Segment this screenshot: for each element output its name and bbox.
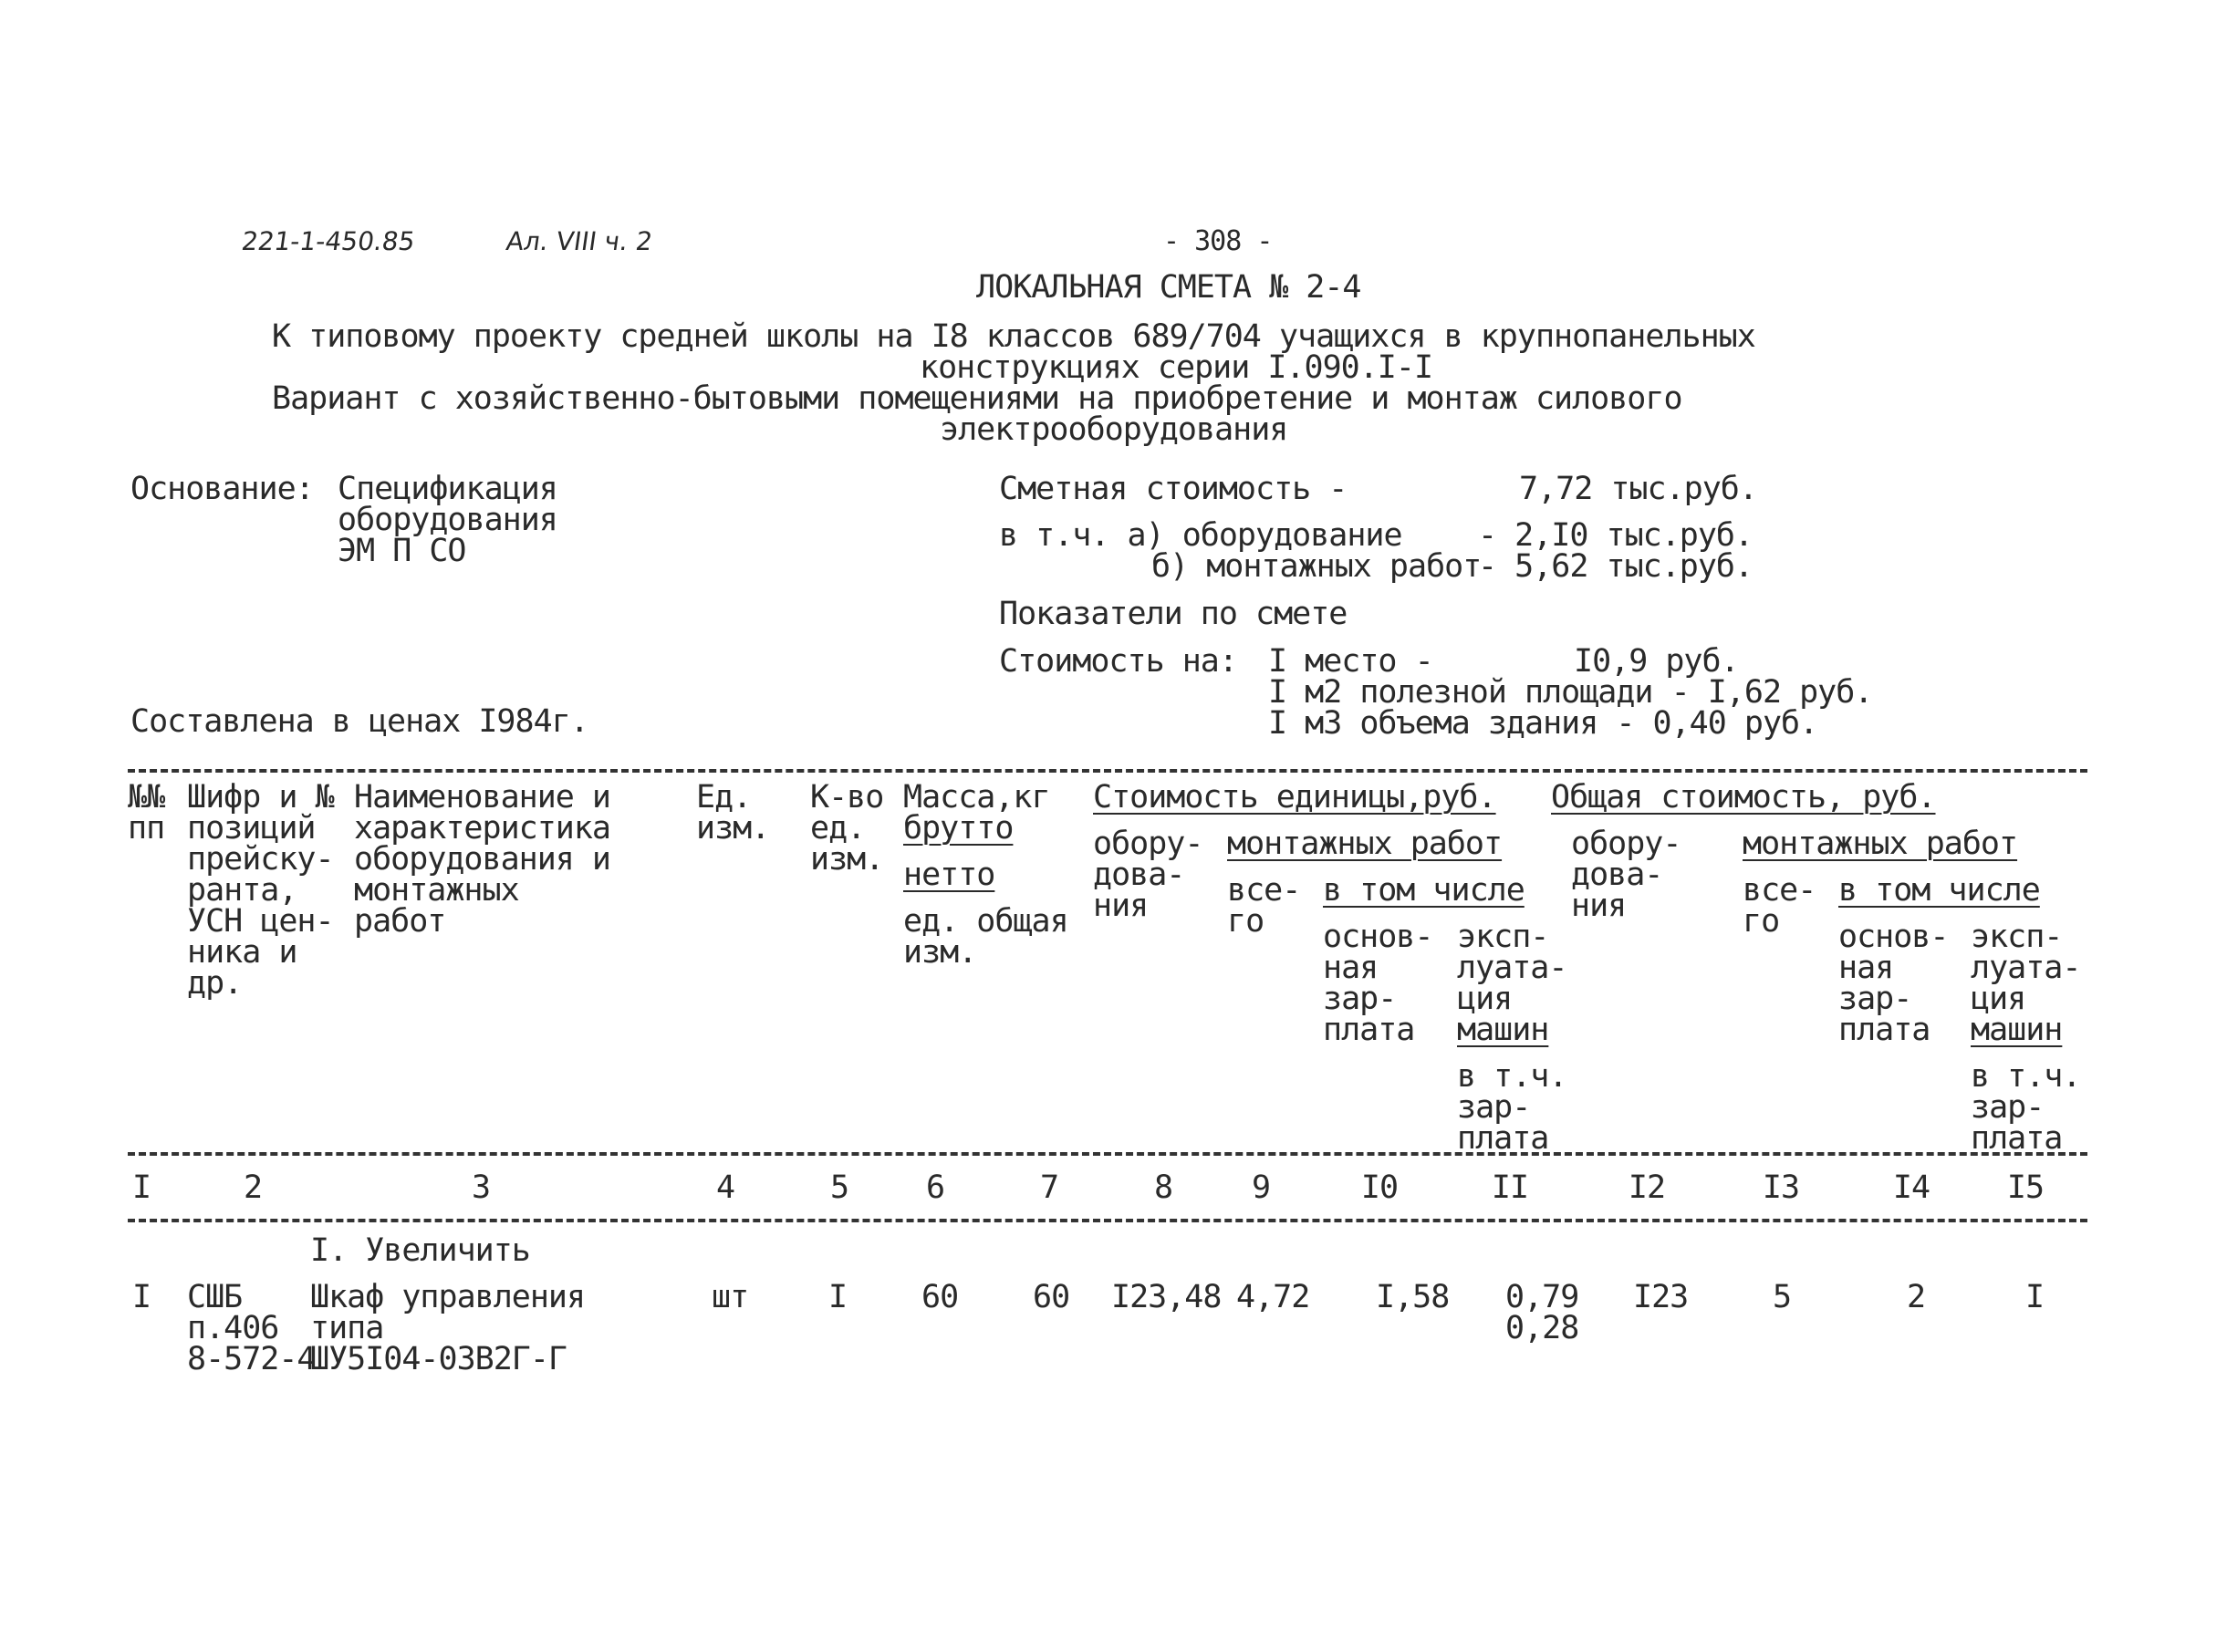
basis-line-1: Спецификация: [338, 471, 557, 507]
column-number: I0: [1360, 1169, 1399, 1206]
row-mass-total: 60: [1033, 1279, 1070, 1315]
incl-b-value: - 5,62 тыс.руб.: [1478, 548, 1754, 585]
basis-label: Основание:: [130, 471, 314, 507]
col-header-expl-total: эксп- луата- ция: [1971, 919, 2081, 1017]
column-number: I3: [1762, 1169, 1800, 1206]
incl-a-label: в т.ч. а) оборудование: [999, 517, 1402, 554]
col-header-mount-total: монтажных работ: [1743, 826, 2018, 862]
subtitle-line-2: конструкциях серии I.090.I-I: [920, 349, 1433, 386]
col-header-netto: нетто: [903, 857, 995, 893]
col-header-num: №№ пп: [128, 779, 165, 847]
column-number: 7: [1039, 1169, 1059, 1206]
column-number: 9: [1251, 1169, 1271, 1206]
row-name: Шкаф управления типа ШУ5I04-03В2Г-Г: [310, 1279, 586, 1377]
column-number-rule: [128, 1219, 2087, 1222]
col-header-wage-unit: в т.ч. зар- плата: [1457, 1058, 1567, 1157]
row-equip-unit: I23,48: [1111, 1279, 1222, 1315]
row-equip-total: I23: [1633, 1279, 1689, 1315]
col-header-basic-unit: основ- ная зар- плата: [1323, 919, 1433, 1048]
page-number: - 308 -: [1163, 225, 1273, 257]
col-header-wage-total: в т.ч. зар- плата: [1971, 1058, 2081, 1157]
col-header-unit-cost: Стоимость единицы,руб.: [1093, 779, 1496, 816]
indicator-1-label: I место -: [1268, 643, 1433, 680]
row-num: I: [132, 1279, 151, 1315]
table-top-rule: [128, 769, 2087, 773]
col-header-code: Шифр и № позиций прейску- ранта, УСН цен- ника и др.: [187, 779, 334, 1002]
column-number: 3: [471, 1169, 491, 1206]
row-mount-machine: 0,79 0,28: [1505, 1279, 1579, 1346]
page-title: ЛОКАЛЬНАЯ СМЕТА № 2-4: [976, 269, 1361, 306]
column-number: 8: [1153, 1169, 1173, 1206]
album-note: Ал. VIII ч. 2: [504, 226, 655, 256]
column-number: I: [131, 1169, 151, 1206]
doc-code: 221-1-450.85: [239, 226, 417, 256]
col-header-expl-unit: эксп- луата- ция: [1457, 919, 1567, 1017]
section-title: I. Увеличить: [310, 1232, 530, 1269]
row-total-mount: 5: [1773, 1279, 1792, 1315]
row-unit: шт: [712, 1279, 749, 1315]
col-header-mass-units: ед. общая изм.: [903, 903, 1068, 971]
col-header-equip-unit: обору- дова- ния: [1093, 826, 1203, 924]
col-header-all-total: все- го: [1743, 872, 1816, 940]
col-header-total-cost: Общая стоимость, руб.: [1551, 779, 1936, 816]
col-header-machines-total: машин: [1971, 1012, 2063, 1048]
indicator-1-value: I0,9 руб.: [1574, 643, 1739, 680]
row-total-machine: I: [2025, 1279, 2045, 1315]
indicators-label: Показатели по смете: [999, 596, 1348, 632]
column-number: II: [1491, 1169, 1529, 1206]
row-total-wage: 2: [1907, 1279, 1926, 1315]
col-header-brutto: брутто: [903, 810, 1014, 847]
basis-line-3: ЭМ П СО: [338, 533, 466, 569]
col-header-mass: Масса,кг: [903, 779, 1050, 816]
column-number: I4: [1892, 1169, 1930, 1206]
indicator-3: I м3 объема здания - 0,40 руб.: [1268, 705, 1818, 742]
prices-year: Составлена в ценах I984г.: [130, 703, 588, 740]
subtitle-line-3: Вариант с хозяйственно-бытовыми помещениями на приобретение и монтаж силового: [272, 380, 1682, 417]
column-number: 5: [829, 1169, 849, 1206]
col-header-name: Наименование и характеристика оборудования и монтажных работ: [354, 779, 611, 940]
total-cost-label: Сметная стоимость -: [999, 471, 1348, 507]
total-cost-value: 7,72 тыс.руб.: [1519, 471, 1757, 507]
cost-on-label: Стоимость на:: [999, 643, 1237, 680]
subtitle-line-4: электрооборудования: [940, 411, 1288, 448]
col-header-all-unit: все- го: [1227, 872, 1301, 940]
col-header-unit: Ед. изм.: [696, 779, 770, 847]
subtitle-line-1: К типовому проекту средней школы на I8 классов 689/704 учащихся в крупнопанельных: [272, 318, 1755, 355]
column-number: 2: [243, 1169, 263, 1206]
col-header-machines-unit: машин: [1457, 1012, 1549, 1048]
row-code: СШБ п.406 8-572-4: [187, 1279, 316, 1377]
col-header-basic-total: основ- ная зар- плата: [1838, 919, 1949, 1048]
col-header-incl-unit: в том числе: [1323, 872, 1525, 909]
basis-line-2: оборудования: [338, 502, 557, 538]
col-header-equip-total: обору- дова- ния: [1571, 826, 1681, 924]
column-number: I5: [2006, 1169, 2045, 1206]
incl-a-value: - 2,I0 тыс.руб.: [1478, 517, 1754, 554]
row-mount-wage: I,58: [1376, 1279, 1450, 1315]
column-number: 6: [925, 1169, 945, 1206]
row-mass-unit: 60: [921, 1279, 959, 1315]
col-header-qty: К-во ед. изм.: [810, 779, 884, 878]
column-number: 4: [715, 1169, 735, 1206]
col-header-mount-unit: монтажных работ: [1227, 826, 1503, 862]
indicator-2: I м2 полезной площади - I,62 руб.: [1268, 674, 1873, 711]
incl-b-label: б) монтажных работ: [1151, 548, 1482, 585]
row-qty: I: [828, 1279, 848, 1315]
table-header-rule: [128, 1152, 2087, 1156]
column-number: I2: [1628, 1169, 1666, 1206]
row-mount-total: 4,72: [1236, 1279, 1310, 1315]
col-header-incl-total: в том числе: [1838, 872, 2040, 909]
